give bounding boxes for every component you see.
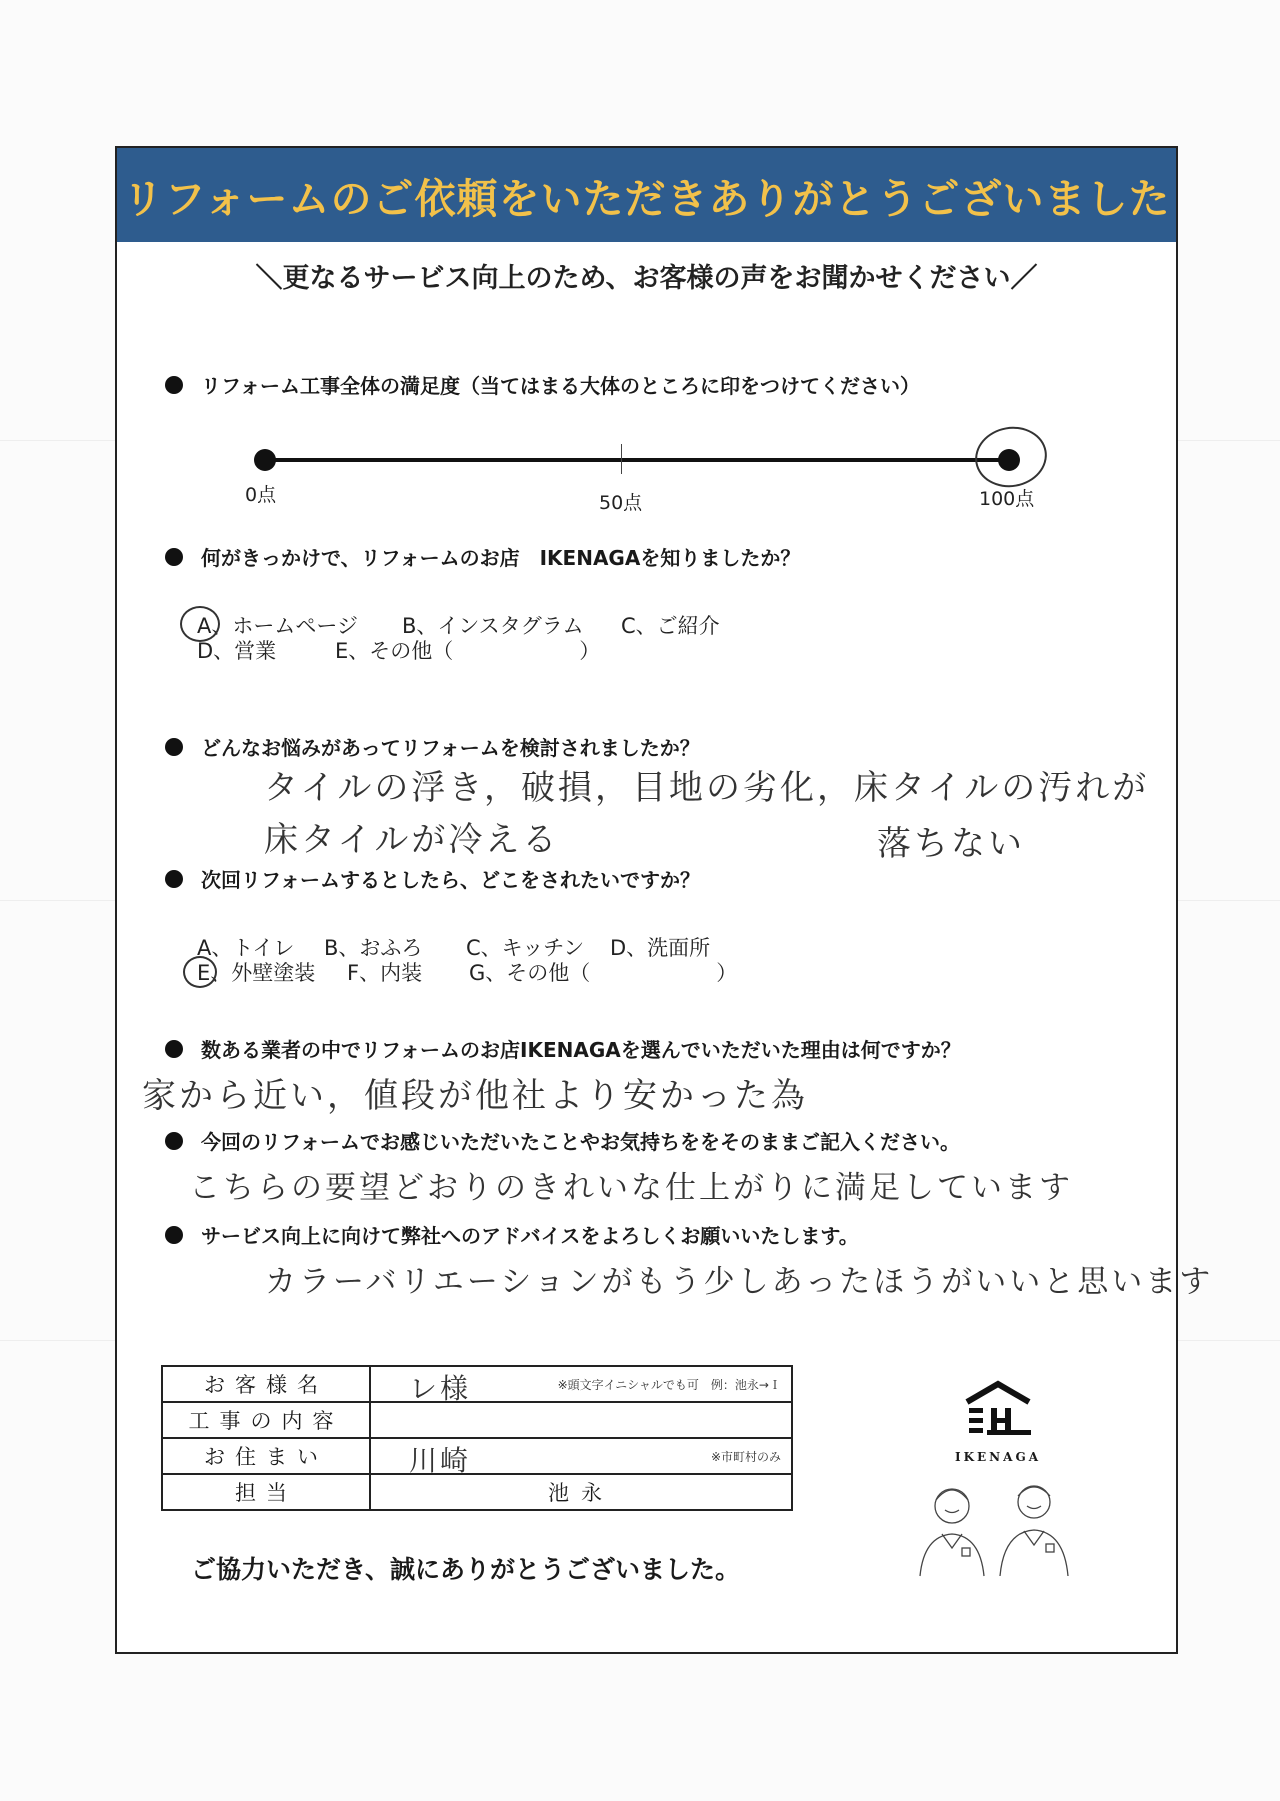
work-content-cell (370, 1402, 792, 1438)
handwritten-answer: 床タイルが冷える (264, 820, 560, 860)
selected-mark-circle (970, 421, 1051, 493)
option-g: G、その他（ ） (469, 961, 738, 985)
selected-mark-circle (180, 606, 220, 642)
row-header: 工事の内容 (162, 1402, 370, 1438)
table-row (162, 1474, 792, 1510)
thank-you-message: ご協力いただき、誠にありがとうございました。 (191, 1555, 741, 1584)
bullet-icon (165, 1040, 183, 1058)
question-why-chosen (165, 1034, 961, 1063)
question-label: 数ある業者の中でリフォームのお店IKENAGAを選んでいただいた理由は何ですか？ (201, 1038, 961, 1062)
bullet-icon (165, 1132, 183, 1150)
question-label: サービス向上に向けて弊社へのアドバイスをよろしくお願いいたします。 (201, 1224, 859, 1248)
scale-mid-tick (621, 444, 622, 474)
option-b: B、インスタグラム (402, 614, 584, 638)
question-next-reform (165, 864, 700, 893)
table-row (162, 1366, 792, 1402)
option-c: C、ご紹介 (621, 614, 720, 638)
customer-info-table (161, 1365, 793, 1511)
handwritten-answer: カラーバリエーションがもう少しあったほうがいいと思います (265, 1264, 1214, 1300)
bullet-icon (165, 870, 183, 888)
handwritten-answer: タイルの浮き，破損，目地の劣化，床タイルの汚れが (264, 768, 1150, 808)
survey-form (115, 146, 1214, 1654)
question-label: どんなお悩みがあってリフォームを検討されましたか？ (201, 736, 700, 760)
row-header: 担当 (162, 1474, 370, 1510)
bullet-icon (165, 548, 183, 566)
bullet-icon (165, 738, 183, 756)
scale-min-dot (254, 449, 276, 471)
row-header: お客様名 (162, 1366, 370, 1402)
form-subtitle: ＼更なるサービス向上のため、お客様の声をお聞かせください／ (255, 263, 1038, 294)
cell-note: ※頭文字イニシャルでも可 例：池永→Ｉ (557, 1378, 781, 1392)
customer-name-cell (370, 1366, 792, 1405)
question-advice (165, 1220, 859, 1249)
selected-mark-circle (183, 956, 217, 988)
table-row (162, 1402, 792, 1438)
satisfaction-scale (264, 458, 1019, 462)
staff-illustration-icon (900, 1476, 1090, 1586)
question-concerns (165, 732, 700, 761)
option-c: C、キッチン (466, 936, 585, 960)
option-b: B、おふろ (324, 936, 423, 960)
row-header: お住まい (162, 1438, 370, 1474)
question-label: 今回のリフォームでお感じいただいたことやお気持ちををそのままご記入ください。 (201, 1130, 960, 1154)
bullet-icon (165, 376, 183, 394)
cell-note: ※市町村のみ (710, 1450, 781, 1464)
table-row (162, 1438, 792, 1474)
handwritten-answer: こちらの要望どおりのきれいな仕上がりに満足しています (189, 1170, 1073, 1206)
bullet-icon (165, 1226, 183, 1244)
question-satisfaction (165, 370, 920, 399)
question-label: 次回リフォームするとしたら、どこをされたいですか？ (201, 868, 700, 892)
question-label: 何がきっかけで、リフォームのお店 IKENAGAを知りましたか？ (201, 546, 801, 570)
option-d: D、営業 (197, 639, 277, 663)
staff-cell: 池永 (370, 1474, 792, 1510)
banner-title: リフォームのご依頼をいただきありがとうございました (117, 148, 1176, 242)
question-impressions (165, 1126, 960, 1155)
handwritten-answer: 落ちない (877, 824, 1025, 864)
handwritten-answer: 家から近い，値段が他社より安かった為 (142, 1076, 808, 1116)
option-f: F、内装 (347, 961, 423, 985)
scale-min-label: 0点 (245, 484, 277, 506)
question-how-found (165, 542, 800, 571)
scale-max-label: 100点 (979, 488, 1035, 510)
residence-cell (370, 1438, 792, 1477)
option-e: E、その他（ ） (335, 639, 601, 663)
house-logo-icon (953, 1380, 1043, 1450)
scale-mid-label: 50点 (599, 492, 643, 514)
option-a: A、トイレ (197, 936, 295, 960)
handwritten-value: 川崎 (409, 1444, 472, 1477)
option-a: A、ホームページ (197, 614, 358, 638)
option-e: E、外壁塗装 (197, 961, 316, 985)
logo-text: IKENAGA (954, 1450, 1042, 1464)
ikenaga-logo (953, 1380, 1043, 1464)
question-label: リフォーム工事全体の満足度（当てはまる大体のところに印をつけてください） (201, 374, 920, 398)
handwritten-value: レ様 (409, 1372, 472, 1405)
option-d: D、洗面所 (610, 936, 711, 960)
